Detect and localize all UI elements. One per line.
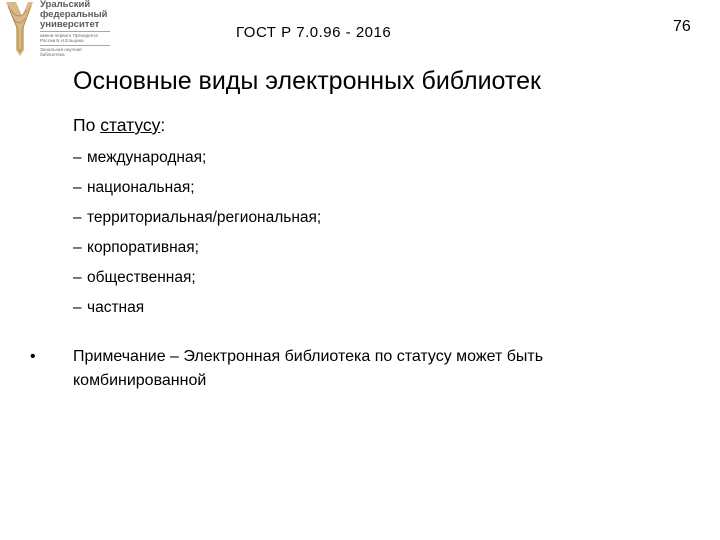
- dash-marker: –: [73, 149, 82, 166]
- dash-marker: –: [73, 209, 82, 226]
- subheading-prefix: По: [73, 115, 101, 135]
- university-logo: [2, 0, 112, 62]
- dash-marker: –: [73, 239, 82, 256]
- list-item-text: национальная;: [87, 179, 195, 196]
- logo-subline: имени первого Президента: [40, 33, 98, 38]
- bullet-icon: •: [30, 348, 36, 365]
- logo-subline: Зональная научная: [40, 46, 82, 52]
- logo-emblem-icon: [2, 0, 36, 58]
- note-paragraph: [30, 345, 630, 393]
- list-item-text: корпоративная;: [87, 239, 199, 256]
- logo-name-line: университет: [40, 19, 100, 30]
- list-item: [73, 148, 321, 178]
- list-item-text: территориальная/региональная;: [87, 209, 322, 226]
- list-item-text: частная: [87, 299, 145, 316]
- logo-text: [40, 0, 112, 58]
- dash-marker: –: [73, 179, 82, 196]
- list-item: [73, 208, 321, 238]
- list-item-text: международная;: [87, 149, 207, 166]
- list-item: [73, 268, 321, 298]
- standard-label: ГОСТ Р 7.0.96 - 2016: [236, 24, 392, 41]
- list-item-text: общественная;: [87, 269, 196, 286]
- subheading-underlined: статусу: [100, 115, 161, 135]
- list-item: [73, 238, 321, 268]
- slide-number: 76: [673, 18, 691, 35]
- logo-name-line: Уральский: [40, 0, 91, 10]
- logo-subline: библиотека: [40, 52, 65, 58]
- subheading-suffix: :: [160, 115, 166, 135]
- logo-name-line: федеральный: [40, 9, 108, 20]
- logo-subline: России Б.Н.Ельцина: [40, 38, 84, 44]
- subheading: [73, 115, 165, 136]
- dash-marker: –: [73, 269, 82, 286]
- logo-divider: [40, 31, 110, 32]
- status-type-list: [73, 148, 321, 328]
- logo-divider: [40, 45, 110, 46]
- list-item: [73, 298, 321, 328]
- list-item: [73, 178, 321, 208]
- note-text: Примечание – Электронная библиотека по статусу может быть комбинированной: [73, 348, 544, 389]
- dash-marker: –: [73, 299, 82, 316]
- slide-title: Основные виды электронных библиотек: [73, 67, 541, 95]
